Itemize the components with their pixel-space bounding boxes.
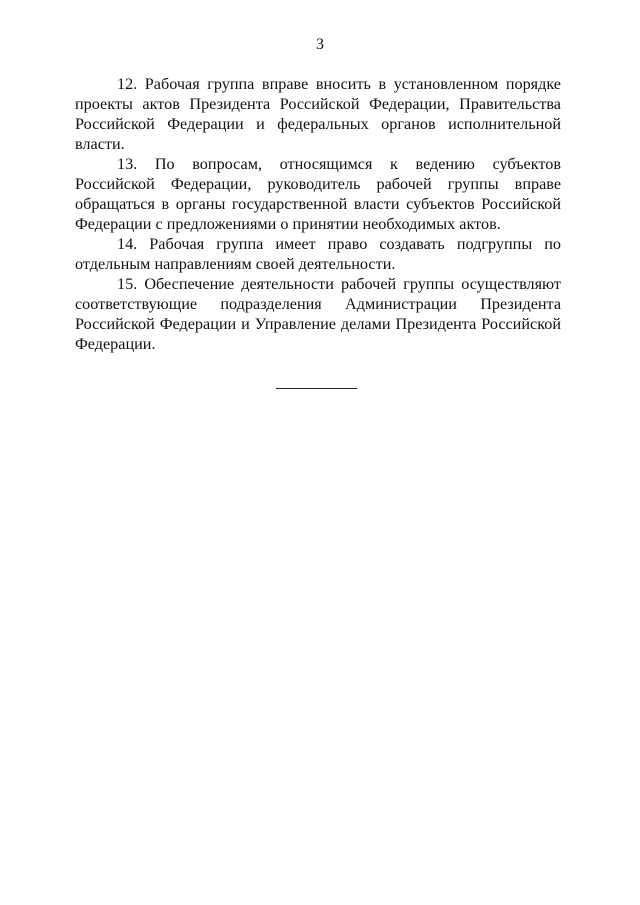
paragraph-12: 12. Рабочая группа вправе вносить в установленном порядке проекты актов Президента Российской Федерации, Правительства Российской Федерации и федеральных органов исполнительной власти. [75, 75, 561, 153]
closing-divider [276, 388, 357, 389]
document-body [75, 74, 561, 354]
paragraph-14: 14. Рабочая группа имеет право создавать подгруппы по отдельным направлениям своей деятельности. [75, 235, 561, 273]
page-number: 3 [316, 36, 324, 53]
paragraph-15: 15. Обеспечение деятельности рабочей группы осуществляют соответствующие подразделения Администрации Президента Российской Федерации и Управление делами Президента Российской Федерации. [75, 275, 561, 353]
paragraph-13: 13. По вопросам, относящимся к ведению субъектов Российской Федерации, руководитель рабочей группы вправе обращаться в органы государственной власти субъектов Российской Федерации с предложениями о принятии необходимых актов. [75, 155, 561, 233]
